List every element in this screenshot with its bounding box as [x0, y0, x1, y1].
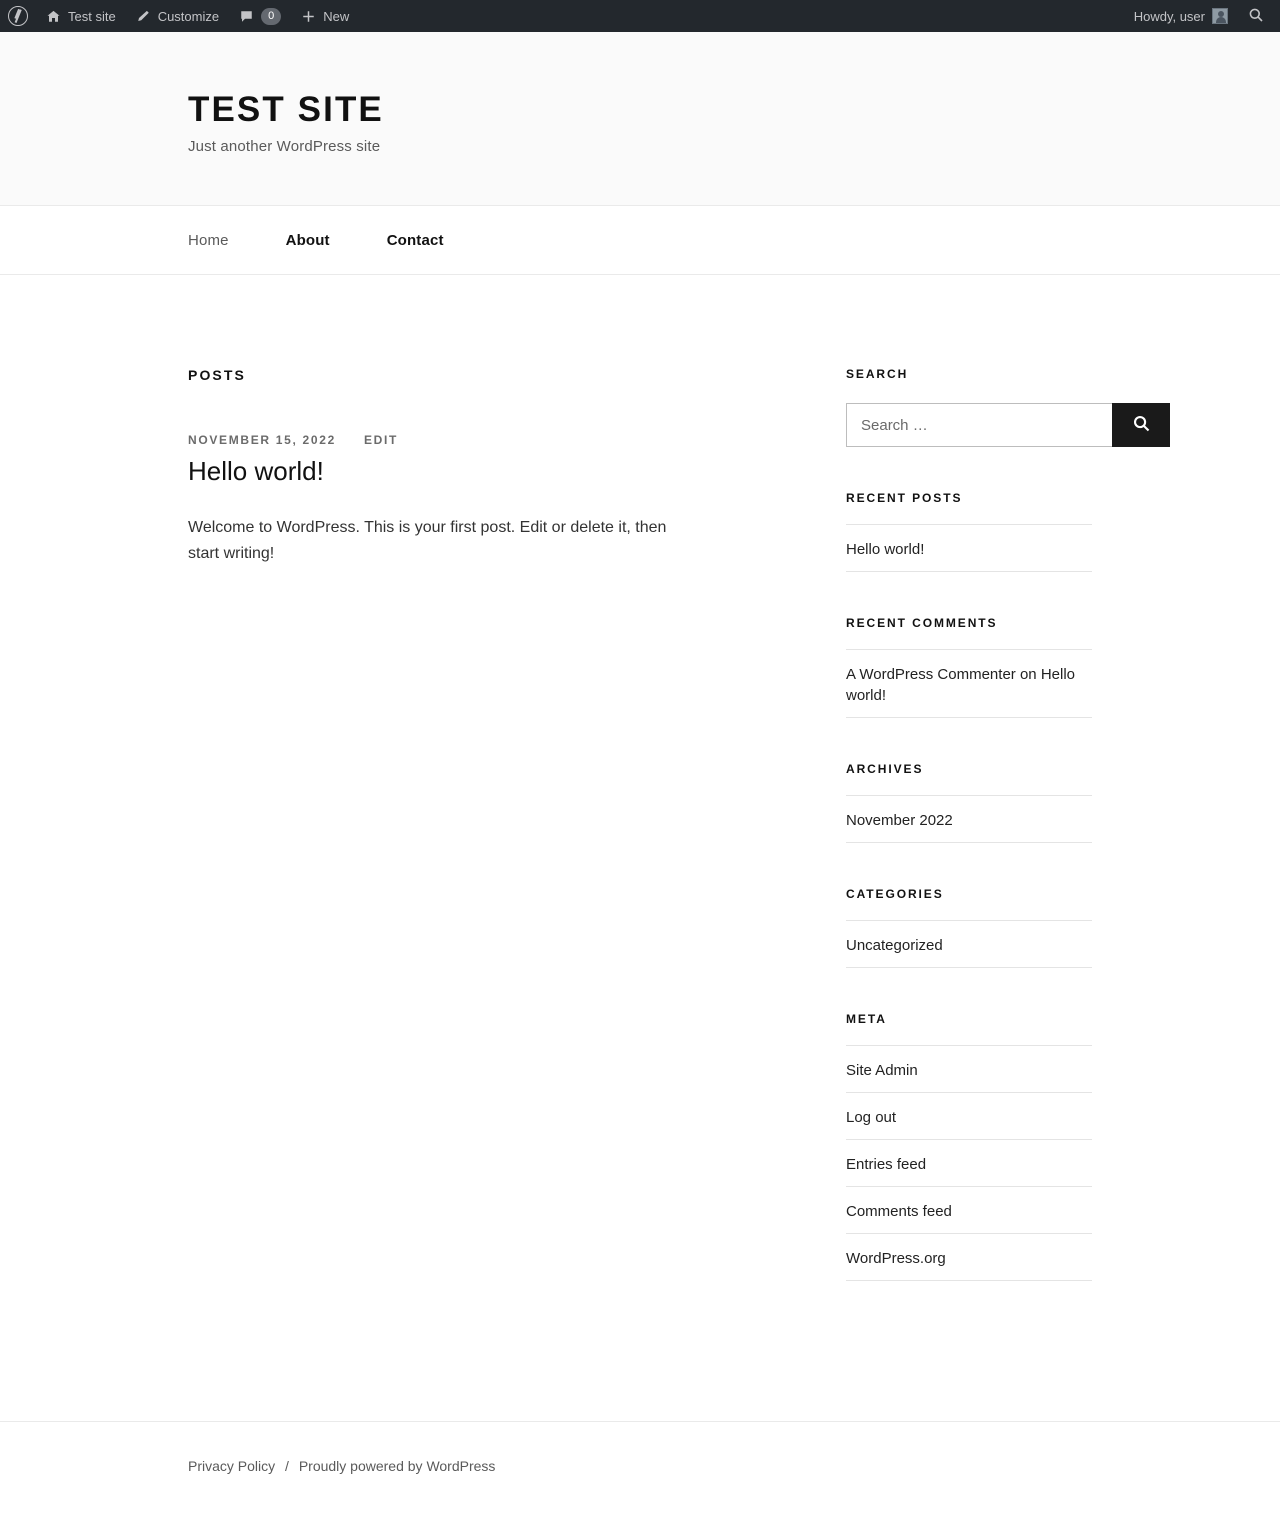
wordpress-logo-icon	[8, 6, 28, 26]
content-area	[188, 275, 1092, 1325]
widget-archives	[846, 762, 1092, 843]
search-icon	[1248, 7, 1264, 26]
wordpress-logo-menu[interactable]	[0, 0, 36, 32]
nav-item-home[interactable]: Home	[188, 231, 229, 249]
page-title: POSTS	[188, 367, 246, 384]
post-title[interactable]: Hello world!	[188, 456, 324, 487]
search-input[interactable]	[846, 403, 1112, 447]
site-footer	[0, 1421, 1280, 1518]
admin-bar-search-button[interactable]	[1238, 0, 1270, 32]
widget-recent-comments-title: RECENT COMMENTS	[846, 616, 998, 631]
meta-link-entries-feed[interactable]: Entries feed	[846, 1156, 927, 1174]
admin-bar-customize[interactable]	[126, 0, 229, 32]
recent-posts-list	[846, 524, 1092, 572]
main-content	[188, 367, 768, 567]
site-title[interactable]: TEST SITE	[188, 90, 384, 129]
widget-recent-posts	[846, 491, 1092, 572]
plus-icon	[301, 9, 316, 24]
widget-search-title: SEARCH	[846, 367, 909, 382]
list-item	[846, 524, 1092, 572]
list-item	[846, 649, 1092, 718]
widget-archives-title: ARCHIVES	[846, 762, 924, 777]
primary-navigation	[0, 206, 1280, 275]
site-header	[0, 32, 1280, 206]
meta-link-site-admin[interactable]: Site Admin	[846, 1062, 918, 1080]
list-item	[846, 795, 1092, 843]
search-submit-button[interactable]	[1112, 403, 1170, 447]
post-article	[188, 433, 768, 567]
widget-recent-comments	[846, 616, 1092, 718]
list-item	[846, 1154, 1092, 1187]
list-item	[846, 1107, 1092, 1140]
privacy-policy-link[interactable]: Privacy Policy	[188, 1458, 276, 1475]
sidebar	[768, 367, 1092, 1325]
widget-categories-title: CATEGORIES	[846, 887, 944, 902]
admin-bar	[0, 0, 1280, 32]
admin-bar-site-name-label: Test site	[68, 8, 116, 24]
widget-recent-posts-title: RECENT POSTS	[846, 491, 963, 506]
wordpress-credit-link[interactable]: Proudly powered by WordPress	[298, 1458, 496, 1475]
comment-on-label: on	[1019, 666, 1037, 684]
admin-bar-my-account[interactable]	[1124, 0, 1238, 32]
footer-inner	[188, 1458, 1092, 1476]
admin-bar-comments[interactable]	[229, 0, 291, 32]
admin-bar-new-label: New	[323, 8, 350, 24]
widget-categories	[846, 887, 1092, 968]
list-item	[846, 1248, 1092, 1281]
nav-item-about[interactable]: About	[285, 231, 330, 249]
widget-meta	[846, 1012, 1092, 1281]
house-icon	[46, 9, 61, 24]
site-header-inner	[188, 90, 1092, 155]
meta-link-log-out[interactable]: Log out	[846, 1109, 897, 1127]
meta-link-wordpress-org[interactable]: WordPress.org	[846, 1250, 946, 1268]
comment-post-link[interactable]: Hello world!	[846, 666, 1075, 705]
admin-bar-left	[0, 0, 359, 32]
widget-meta-title: META	[846, 1012, 887, 1027]
footer-credits	[188, 1458, 495, 1474]
admin-bar-customize-label: Customize	[157, 8, 220, 24]
nav-item-contact[interactable]: Contact	[386, 231, 444, 249]
archives-list	[846, 795, 1092, 843]
meta-link-comments-feed[interactable]: Comments feed	[846, 1203, 952, 1221]
site-description: Just another WordPress site	[188, 138, 381, 156]
recent-post-link[interactable]: Hello world!	[846, 541, 925, 559]
recent-comments-list	[846, 649, 1092, 718]
nav-wrap	[188, 206, 1092, 274]
post-edit-link[interactable]: EDIT	[363, 433, 399, 448]
post-excerpt: Welcome to WordPress. This is your first post. Edit or delete it, then start writing!	[188, 518, 667, 563]
list-item	[846, 920, 1092, 968]
avatar	[1212, 8, 1228, 24]
admin-bar-howdy-label: Howdy, user	[1133, 8, 1205, 24]
category-link-uncategorized[interactable]: Uncategorized	[846, 937, 943, 955]
categories-list	[846, 920, 1092, 968]
footer-separator: /	[285, 1458, 289, 1475]
admin-bar-new[interactable]	[291, 0, 359, 32]
search-icon	[1132, 414, 1151, 436]
admin-bar-right	[1124, 0, 1270, 32]
meta-list	[846, 1045, 1092, 1281]
post-date-link[interactable]: NOVEMBER 15, 2022	[188, 433, 336, 448]
list-item	[846, 1045, 1092, 1093]
widget-search	[846, 367, 1092, 447]
admin-bar-comments-count: 0	[261, 8, 281, 25]
search-form	[846, 403, 1170, 447]
comment-bubble-icon	[239, 9, 254, 24]
archive-link-november-2022[interactable]: November 2022	[846, 812, 953, 830]
list-item	[846, 1201, 1092, 1234]
comment-author-link[interactable]: A WordPress Commenter	[846, 666, 1016, 684]
nav-list	[188, 206, 1092, 274]
pencil-icon	[136, 9, 151, 24]
post-meta	[188, 433, 768, 447]
admin-bar-site-name[interactable]	[36, 0, 126, 32]
